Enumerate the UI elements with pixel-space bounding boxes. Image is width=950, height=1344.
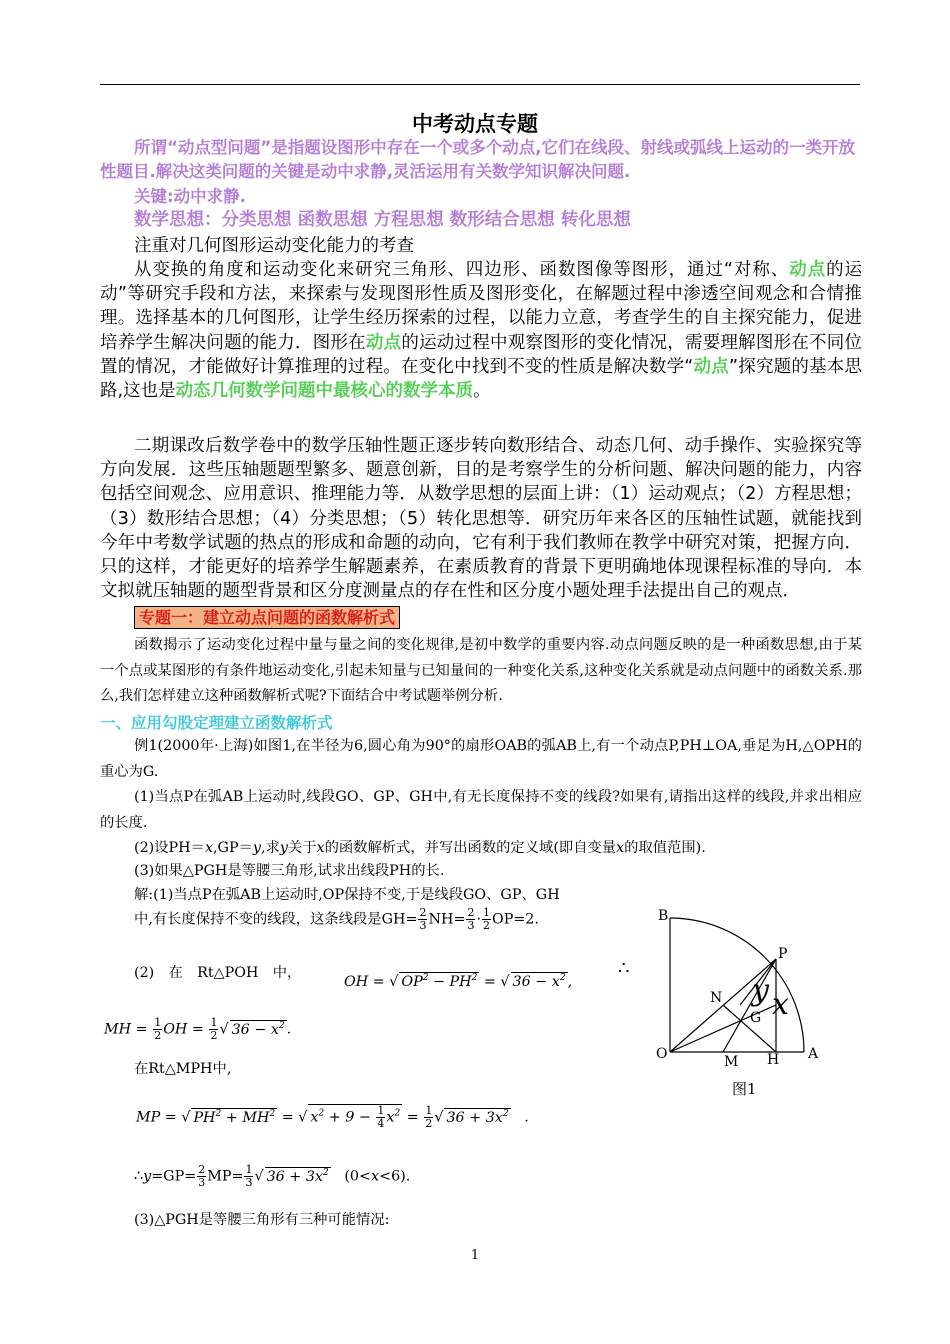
solution-1b: 中,有长度保持不变的线段，这条线段是GH= $\frac{2}{3}$ NH= $\frac{2}{3}$ · $\frac{1}{2}$ OP=2. <box>134 906 539 932</box>
page-title: 中考动点专题 <box>412 112 538 136</box>
mh-formula: MH = $\frac{1}{2}$ OH = $\frac{1}{2}$ √ $36 - x^2$ . <box>104 1016 292 1042</box>
label-m: M <box>724 1054 739 1070</box>
math-thoughts: 数学思想：分类思想 函数思想 方程思想 数形结合思想 转化思想 <box>134 210 631 230</box>
focus-text: 注重对几何图形运动变化能力的考查 <box>134 236 414 256</box>
label-n: N <box>710 990 723 1006</box>
figure-caption: 图1 <box>732 1080 757 1098</box>
y-formula: ∴y=GP= $\frac{2}{3}$ MP= $\frac{1}{3}$ √ $36 + 3x^2$ (0<x<6). <box>134 1163 411 1189</box>
oh-formula: OH = √ $OP^2 - PH^2$ = √ $36 - x^2$ , <box>344 973 573 990</box>
definition-text: 所谓“动点型问题”是指题设图形中存在一个或多个动点,它们在线段、射线或弧线上运动的一类开放性题目.解决这类问题的关键是动中求静,灵活运用有关数学知识解决问题. <box>100 138 855 181</box>
label-b: B <box>658 908 669 924</box>
figure-1 <box>648 902 838 1102</box>
paragraph-2: 二期课改后数学卷中的数学压轴性题正逐步转向数形结合、动态几何、动手操作、实验探究等方向发展．这些压轴题题型繁多、题意创新，目的是考察学生的分析问题、解决问题的能力，内容包括空间观念、应用意识、推理能力等．从数学思想的层面上讲：（1）运动观点；（2）方程思想；（3）数形结合思想；（4）分类思想；（5）转化思想等．研究历年来各区的压轴性试题，就能找到今年中考数学试题的热点的形成和命题的动向，它有利于我们教师在教学中研究对策，把握方向．只的这样，才能更好的培养学生解题素养，在素质教育的背景下更明确地体现课程标准的导向．本文拟就压轴题的题型背景和区分度测量点的存在性和区分度小题处理手法提出自己的观点． <box>100 436 862 602</box>
rt-mph-text: 在Rt△MPH中, <box>134 1061 232 1077</box>
paragraph-1: 从变换的角度和运动变化来研究三角形、四边形、函数图像等图形，通过“对称、动点的运动”等研究手段和方法，来探索与发现图形性质及图形变化，在解题过程中渗透空间观念和合情推理。选择基本的几何图形，让学生经历探索的过程，以能力立意，考查学生的自主探究能力，促进培养学生解决问题的能力．图形在动点的运动过程中观察图形的变化情况，需要理解图形在不同位置的情况，才能做好计算推理的过程。在变化中找到不变的性质是解决数学“动点”探究题的基本思路,这也是动态几何数学问题中最核心的数学本质。 <box>100 260 863 402</box>
topic-intro: 函数揭示了运动变化过程中量与量之间的变化规律,是初中数学的重要内容.动点问题反映的是一种函数思想,由于某一个点或某图形的有条件地运动变化,引起未知量与已知量间的一种变化关系,这种变化关系就是动点问题中的函数关系.那么,我们怎样建立这种函数解析式呢?下面结合中考试题举例分析. <box>100 637 862 704</box>
question-2: (2)设PH＝x,GP＝y,求y关于x的函数解析式，并写出函数的定义域(即自变量x的取值范围). <box>134 840 706 856</box>
key-text: 关键:动中求静. <box>134 187 246 206</box>
header-rule <box>100 84 860 85</box>
label-x: x <box>772 987 789 1022</box>
label-y: y <box>752 973 769 1008</box>
example-1: 例1(2000年·上海)如图1,在半径为6,圆心角为90°的扇形OAB的弧AB上,有一个动点P,PH⊥OA,垂足为H,△OPH的重心为G. <box>100 738 862 780</box>
label-p: P <box>778 946 788 962</box>
therefore-symbol: ∴ <box>618 958 630 979</box>
solution-1a: 解:(1)当点P在弧AB上运动时,OP保持不变,于是线段GO、GP、GH <box>134 887 560 903</box>
mp-formula: MP = √ $PH^2 + MH^2$ = √ $x^2 + 9$ − $\frac{1}{4}$ $x^2$ = $\frac{1}{2}$ √ $36 + 3x^2$ . <box>136 1104 529 1130</box>
page-number: 1 <box>470 1248 480 1263</box>
label-g: G <box>750 1010 762 1026</box>
topic-heading: 专题一：建立动点问题的函数解析式 <box>134 606 400 629</box>
question-1: (1)当点P在弧AB上运动时,线段GO、GP、GH中,有无长度保持不变的线段?如果有,请指出这样的线段,并求出相应的长度. <box>100 789 862 831</box>
solution-3: (3)△PGH是等腰三角形有三种可能情况: <box>134 1212 390 1228</box>
label-h: H <box>767 1052 780 1068</box>
label-o: O <box>656 1046 668 1062</box>
label-a: A <box>808 1046 819 1062</box>
question-3: (3)如果△PGH是等腰三角形,试求出线段PH的长. <box>134 863 445 879</box>
solution-2a: (2) 在 Rt△POH 中， <box>134 965 302 981</box>
section-heading: 一、应用勾股定理建立函数解析式 <box>100 714 333 732</box>
